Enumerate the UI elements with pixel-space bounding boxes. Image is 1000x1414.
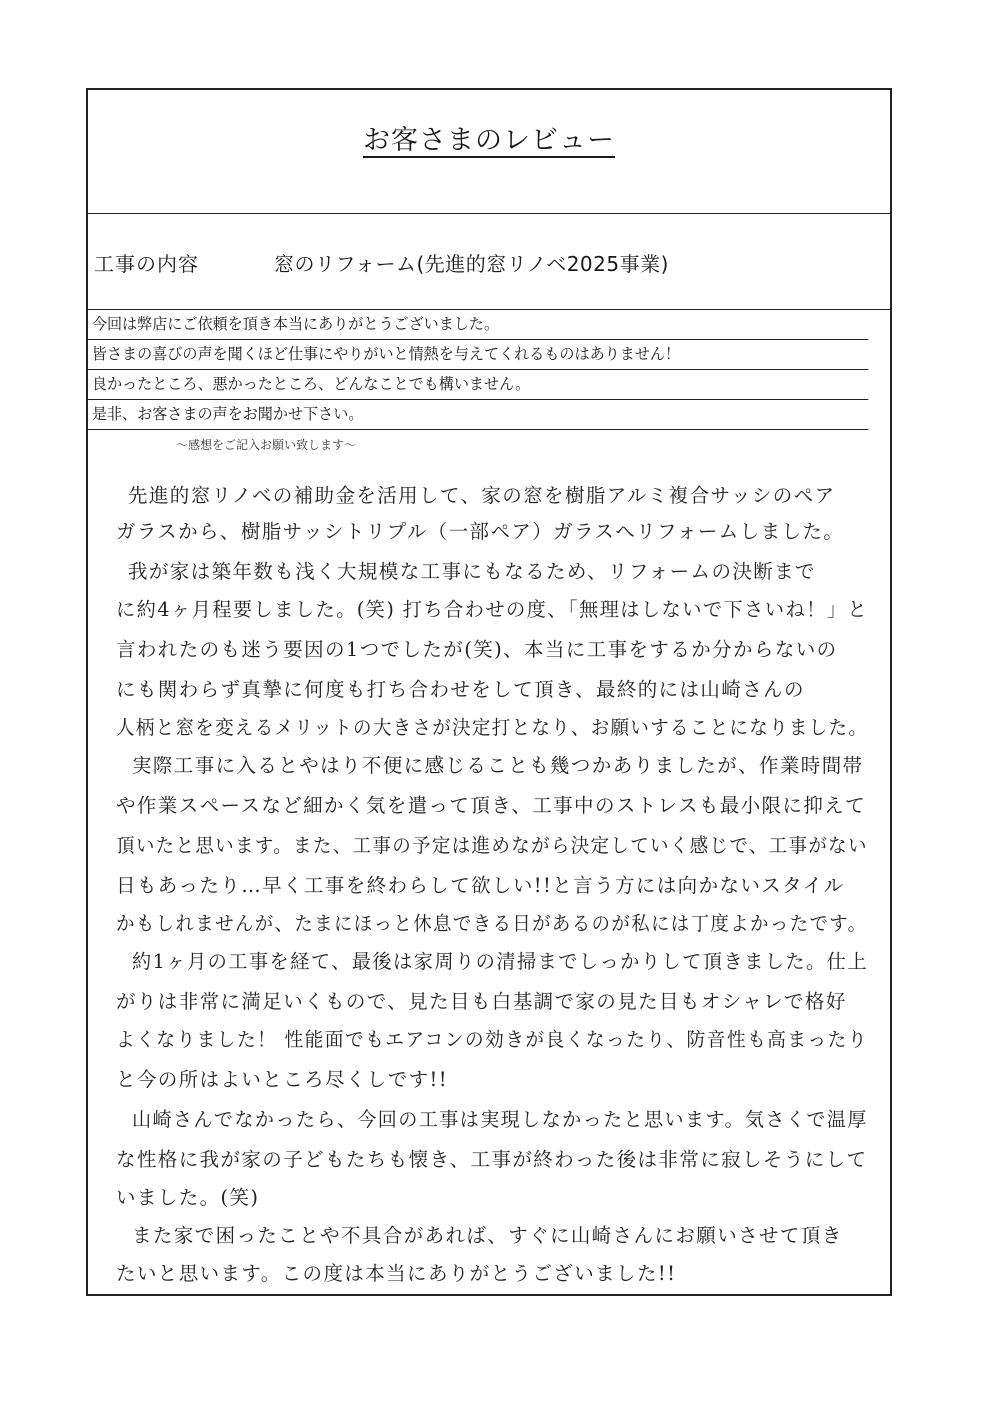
review-line: 頂いたと思います。また、工事の予定は進めながら決定していく感じで、工事がない <box>116 834 868 857</box>
review-line: 我が家は築年数も浅く大規模な工事にもなるため、リフォームの決断まで <box>128 560 816 583</box>
review-line: 山崎さんでなかったら、今回の工事は実現しなかったと思います。気さくで温厚 <box>132 1108 868 1131</box>
review-line: 約1ヶ月の工事を経て、最後は家周りの清掃までしっかりして頂きました。仕上 <box>132 950 868 973</box>
review-line: な性格に我が家の子どもたちも懐き、工事が終わった後は非常に寂しそうにして <box>116 1148 868 1171</box>
review-line: にも関わらず真摯に何度も打ち合わせをして頂き、最終的には山崎さんの <box>116 678 805 701</box>
review-line: よくなりました！ 性能面でもエアコンの効きが良くなったり、防音性も高まったり <box>116 1028 868 1051</box>
review-line: いました。(笑) <box>116 1186 260 1209</box>
review-line: 日もあったり…早く工事を終わらして欲しい!!と言う方には向かないスタイル <box>116 874 845 897</box>
review-line: や作業スペースなど細かく気を遣って頂き、工事中のストレスも最小限に抑えて <box>116 794 867 817</box>
message-line: 今回は弊店にご依頼を頂き本当にありがとうございました。 <box>88 310 868 340</box>
work-content-label: 工事の内容 <box>94 252 199 276</box>
work-content-value: 窓のリフォーム(先進的窓リノベ2025事業) <box>274 252 669 276</box>
work-content-row <box>88 214 890 310</box>
page-title: お客さまのレビュー <box>363 125 615 156</box>
review-line: 人柄と窓を変えるメリットの大きさが決定打となり、お願いすることになりました。 <box>116 716 869 739</box>
review-line: 先進的窓リノベの補助金を活用して、家の窓を樹脂アルミ複合サッシのペア <box>128 484 836 507</box>
review-form <box>86 88 892 1296</box>
review-line: と今の所はよいところ尽くしです!! <box>116 1068 448 1091</box>
review-line: 実際工事に入るとやはり不便に感じることも幾つかありましたが、作業時間帯 <box>132 754 864 777</box>
review-line: に約4ヶ月程要しました。(笑) 打ち合わせの度、「無理はしないで下さいね！」と <box>116 598 869 621</box>
review-line: たいと思います。この度は本当にありがとうございました!! <box>116 1262 677 1285</box>
review-line: がりは非常に満足いくもので、見た目も白基調で家の見た目もオシャレで格好 <box>116 990 847 1013</box>
review-line: ガラスから、樹脂サッシトリプル（一部ペア）ガラスへリフォームしました。 <box>116 520 845 543</box>
message-line: 良かったところ、悪かったところ、どんなことでも構いません。 <box>88 370 868 400</box>
message-line: 是非、お客さまの声をお聞かせ下さい。 <box>88 400 868 430</box>
review-line: かもしれませんが、たまにほっと休息できる日があるのが私には丁度よかったです。 <box>116 912 868 935</box>
message-line: 皆さまの喜びの声を聞くほど仕事にやりがいと情熱を与えてくれるものはありません！ <box>88 340 868 370</box>
comment-prompt: 〜感想をご記入お願い致します〜 <box>176 438 357 452</box>
review-line: 言われたのも迷う要因の1つでしたが(笑)、本当に工事をするか分からないの <box>116 638 838 661</box>
title-cell <box>88 90 890 214</box>
review-line: また家で困ったことや不具合があれば、すぐに山崎さんにお願いさせて頂き <box>132 1224 843 1247</box>
